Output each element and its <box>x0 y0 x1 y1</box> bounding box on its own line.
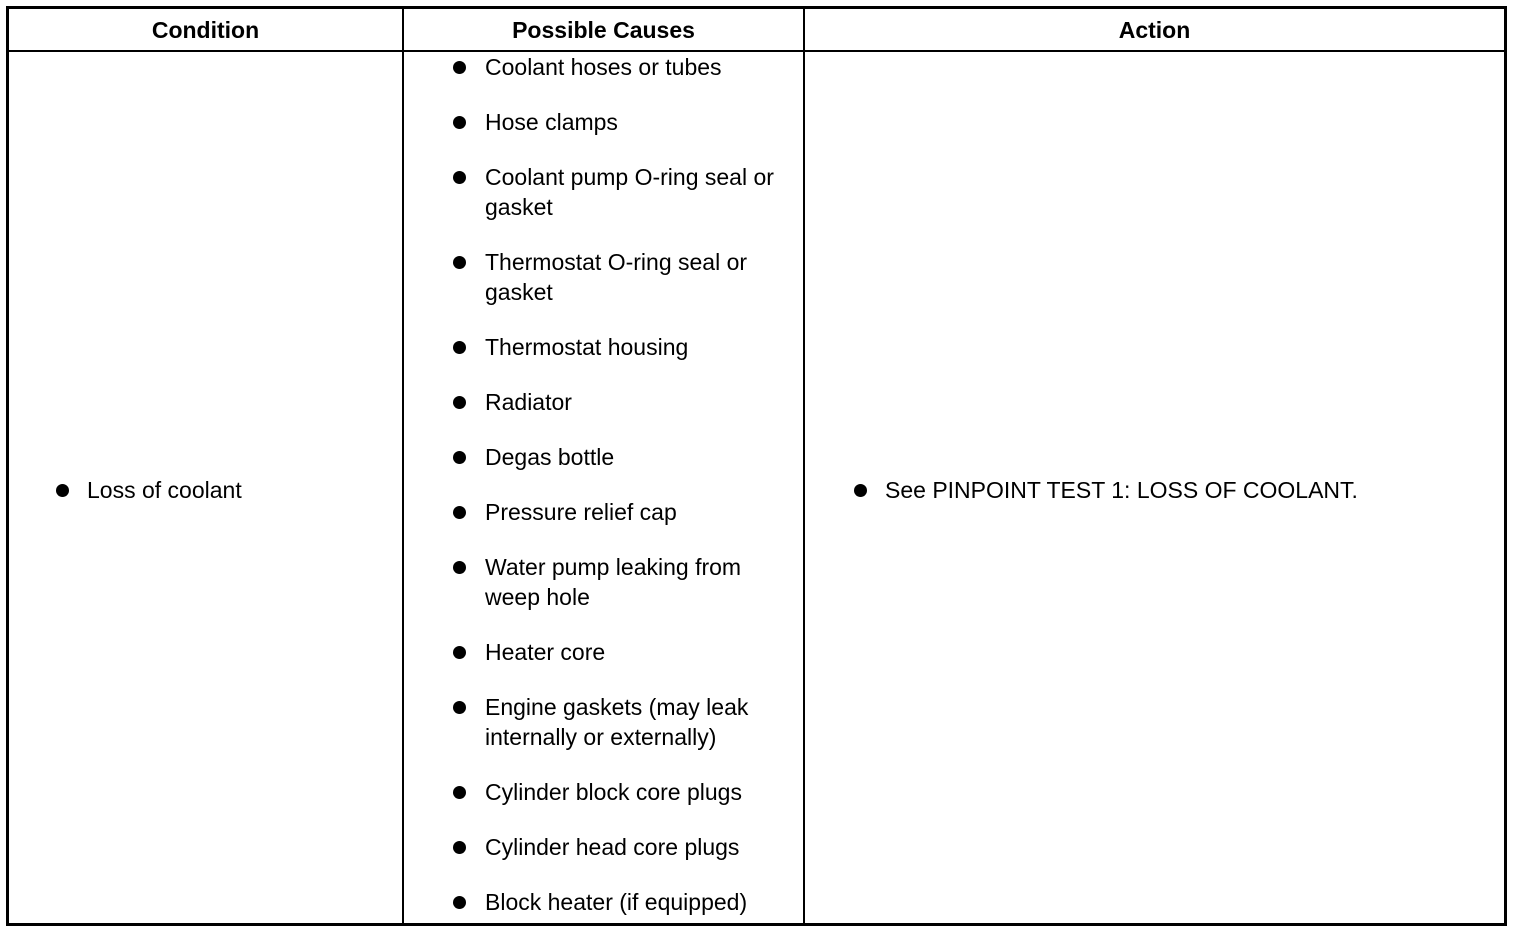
cause-text: Degas bottle <box>485 444 615 470</box>
bullet-icon <box>453 171 466 184</box>
bullet-icon <box>854 484 867 497</box>
column-divider <box>402 9 404 923</box>
header-condition: Condition <box>151 17 260 43</box>
bullet-icon <box>453 61 466 74</box>
bullet-icon <box>56 484 69 497</box>
header-action: Action <box>1118 17 1191 43</box>
bullet-icon <box>453 896 466 909</box>
bullet-icon <box>453 396 466 409</box>
bullet-icon <box>453 506 466 519</box>
bullet-icon <box>453 646 466 659</box>
cause-text: Cylinder block core plugs <box>485 779 742 805</box>
condition-text: Loss of coolant <box>87 477 242 503</box>
cause-text: Radiator <box>485 389 572 415</box>
cause-text: Thermostat housing <box>485 334 689 360</box>
diagnosis-table <box>6 6 1507 926</box>
cause-text: Hose clamps <box>485 109 618 135</box>
bullet-icon <box>453 786 466 799</box>
cause-text: Pressure relief cap <box>485 499 677 525</box>
cause-text: Cylinder head core plugs <box>485 834 740 860</box>
cause-text: Thermostat O-ring seal or gasket <box>485 249 748 305</box>
column-divider <box>803 9 805 923</box>
header-possible-causes: Possible Causes <box>512 17 695 43</box>
cause-text: Block heater (if equipped) <box>485 889 748 915</box>
bullet-icon <box>453 451 466 464</box>
cause-text: Heater core <box>485 639 606 665</box>
bullet-icon <box>453 341 466 354</box>
cause-text: Engine gaskets (may leak internally or externally) <box>485 694 749 750</box>
action-item <box>854 477 1358 504</box>
cause-text: Water pump leaking from weep hole <box>485 554 742 610</box>
bullet-icon <box>453 561 466 574</box>
cause-text: Coolant pump O-ring seal or gasket <box>485 164 774 220</box>
action-text: See PINPOINT TEST 1: LOSS OF COOLANT. <box>885 477 1358 503</box>
cause-text: Coolant hoses or tubes <box>485 54 722 80</box>
condition-item <box>56 477 242 504</box>
bullet-icon <box>453 701 466 714</box>
bullet-icon <box>453 256 466 269</box>
bullet-icon <box>453 841 466 854</box>
bullet-icon <box>453 116 466 129</box>
